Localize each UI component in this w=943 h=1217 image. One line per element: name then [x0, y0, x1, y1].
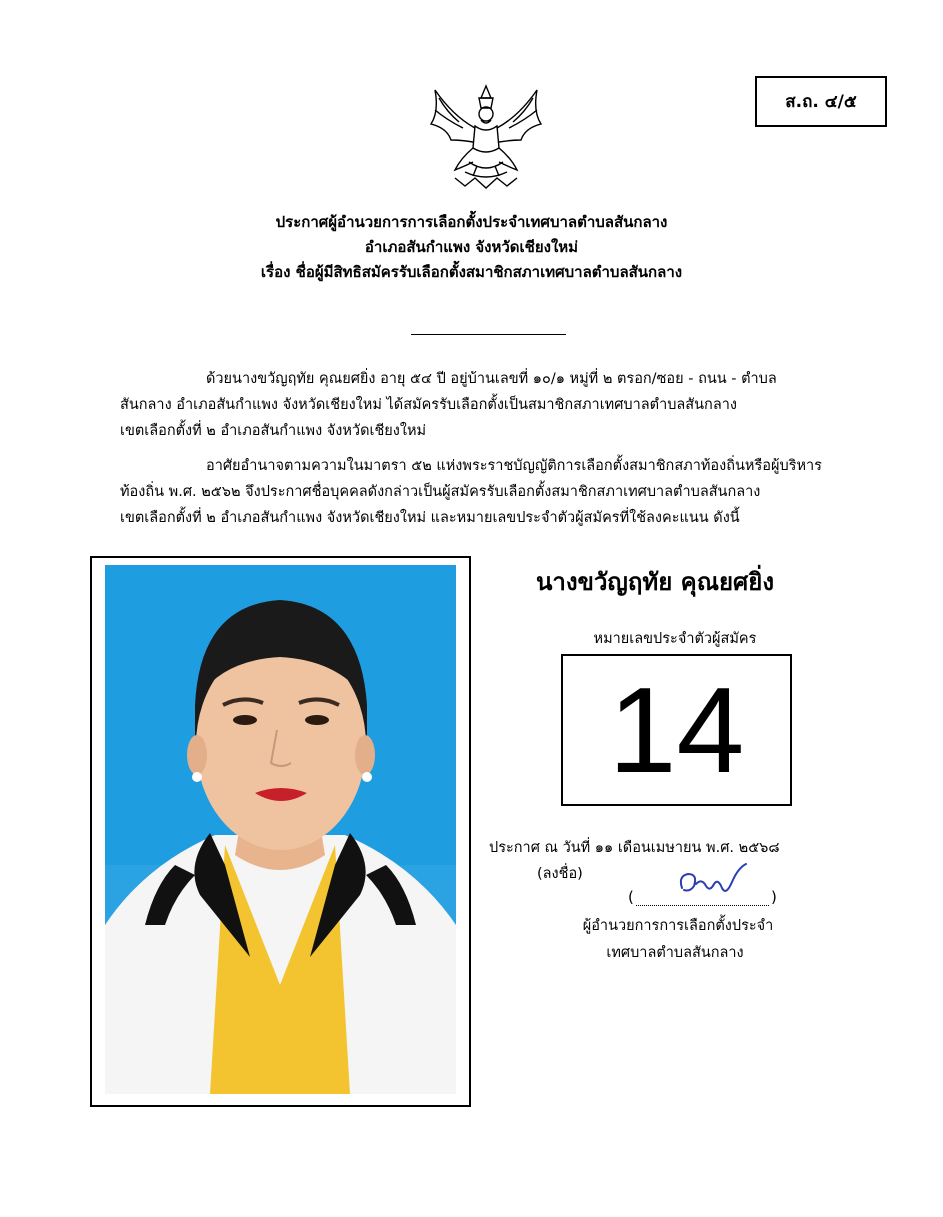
candidate-name: นางขวัญฤทัย คุณยศยิ่ง	[535, 568, 775, 596]
announcement-date: ประกาศ ณ วันที่ ๑๑ เดือนเมษายน พ.ศ. ๒๕๖๘	[489, 840, 780, 856]
signature-paren-open: (	[628, 888, 634, 906]
signer-title-line-1: ผู้อำนวยการการเลือกตั้งประจำ	[582, 918, 774, 934]
paragraph-1-line-1: ด้วยนางขวัญฤทัย คุณยศยิ่ง อายุ ๕๔ ปี อยู่บ้านเลขที่ ๑๐/๑ หมู่ที่ ๒ ตรอก/ซอย - ถนน - ตำบล	[206, 371, 777, 387]
candidate-photo	[105, 565, 456, 1094]
signer-title-line-2: เทศบาลตำบลสันกลาง	[606, 945, 744, 961]
paragraph-2-line-3: เขตเลือกตั้งที่ ๒ อำเภอสันกำแพง จังหวัดเชียงใหม่ และหมายเลขประจำตัวผู้สมัครที่ใช้ลงคะแนน ดังนี้	[120, 510, 740, 526]
heading-line-2: อำเภอสันกำแพง จังหวัดเชียงใหม่	[364, 238, 579, 256]
signature-paren-close: )	[771, 888, 777, 906]
paragraph-1-line-2: สันกลาง อำเภอสันกำแพง จังหวัดเชียงใหม่ ได้สมัครรับเลือกตั้งเป็นสมาชิกสภาเทศบาลตำบลสันกลาง	[120, 397, 737, 413]
paragraph-2-line-2: ท้องถิ่น พ.ศ. ๒๕๖๒ จึงประกาศชื่อบุคคลดังกล่าวเป็นผู้สมัครรับเลือกตั้งสมาชิกสภาเทศบาลตำบลสันกลาง	[120, 484, 761, 500]
sign-label: (ลงชื่อ)	[537, 866, 583, 882]
heading-line-1: ประกาศผู้อำนวยการการเลือกตั้งประจำเทศบาลตำบลสันกลาง	[275, 213, 668, 231]
paragraph-1	[120, 366, 832, 444]
paragraph-2-line-1: อาศัยอำนาจตามความในมาตรา ๕๒ แห่งพระราชบัญญัติการเลือกตั้งสมาชิกสภาท้องถิ่นหรือผู้บริหาร	[206, 458, 822, 474]
paragraph-1-line-3: เขตเลือกตั้งที่ ๒ อำเภอสันกำแพง จังหวัดเชียงใหม่	[120, 423, 427, 439]
candidate-photo-frame	[90, 556, 471, 1107]
handwritten-signature	[672, 862, 752, 906]
form-code-box	[755, 76, 887, 127]
announcement-heading	[120, 210, 823, 285]
form-code: ส.ถ. ๔/๕	[785, 92, 857, 112]
candidate-number-label: หมายเลขประจำตัวผู้สมัคร	[593, 631, 757, 647]
candidate-number-box	[561, 654, 792, 806]
heading-divider	[411, 334, 566, 335]
garuda-emblem-icon	[425, 82, 547, 194]
heading-line-3: เรื่อง ชื่อผู้มีสิทธิสมัครรับเลือกตั้งสมาชิกสภาเทศบาลตำบลสันกลาง	[260, 263, 683, 281]
candidate-number: 14	[608, 662, 745, 798]
paragraph-2	[120, 453, 832, 531]
